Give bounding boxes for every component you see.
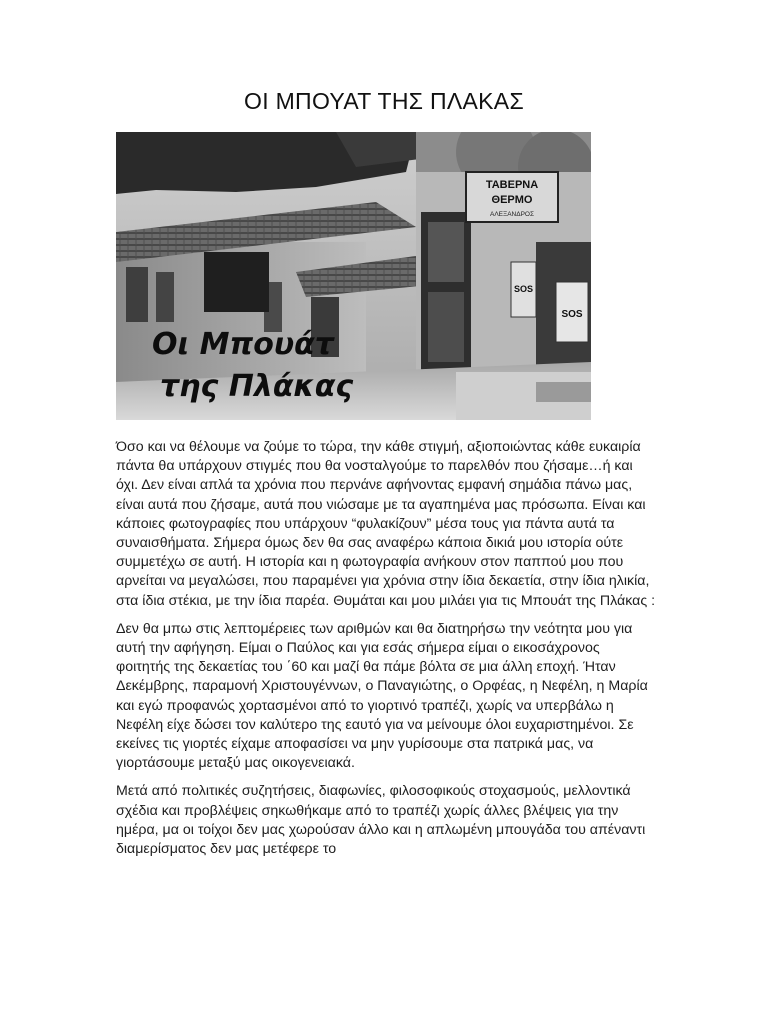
article-body [116,438,656,868]
sign-line-3: ΑΛΕΞΑΝΔΡΟΣ [489,211,535,218]
paragraph-2: Δεν θα μπω στις λεπτομέρειες των αριθμών και θα διατηρήσω την νεότητα μου για αυτή την αφήγηση. Είμαι ο Παύλος και για εσάς σήμερα είμαι ο εικοσάχρονος φοιτητής της δεκαετίας του ΄60 και μαζί θα πάμε βόλτα σε μια άλλη εποχή. Ήταν Δεκέμβρης, παραμονή Χριστουγέννων, ο Παναγιώτης, ο Ορφέας, η Νεφέλη, η Μαρία και εγώ προφανώς χορτασμένοι από το γιορτινό τραπέζι, χωρίς να υπερβάλω η Νεφέλη είχε δώσει τον καλύτερο της εαυτό για να μείνουμε όλοι ευχαριστημένοι. Σε εκείνες τις γιορτές είχαμε αποφασίσει να μην γυρίσουμε στα πατρικά μας, να γιορτάσουμε μεταξύ μας οικογενειακά. [116,620,648,772]
photo-illustration [116,132,591,420]
paragraph-1: Όσο και να θέλουμε να ζούμε το τώρα, την κάθε στιγμή, αξιοποιώντας κάθε ευκαιρία πάντα θα υπάρχουν στιγμές που θα νοσταλγούμε το παρελθόν που ζήσαμε…ή και όχι. Δεν είναι απλά τα χρόνια που περνάνε αφήνοντας εμφανή σημάδια πάνω μας, είναι αυτά που ζήσαμε, αυτά που νιώσαμε με τα αγαπημένα μας πρόσωπα. Είναι και κάποιες φωτογραφίες που υπάρχουν “φυλακίζουν” μέσα τους για πάντα αυτά τα συναισθήματα. Σήμερα όμως δεν θα σας αναφέρω κάποια δικιά μου ιστορία ούτε συμμετέχω σε αυτή. Η ιστορία και η φωτογραφία ανήκουν στον παππού μου που αρνείται να μεγαλώσει, που παραμένει για χρόνια στην ίδια δεκαετία, στην ίδια ηλικία, στα ίδια στέκια, με την ίδια παρέα. Θυμάται και μου μιλάει για τις Μπουάτ της Πλάκας : [116,439,656,609]
photo-overlay-line-1: Οι Μπουάτ [152,327,334,362]
paragraph-3: Μετά από πολιτικές συζητήσεις, διαφωνίες, φιλοσοφικούς στοχασμούς, μελλοντικά σχέδια και προβλέψεις σηκωθήκαμε από το τραπέζι χωρίς άλλες βλέψεις για την ημέρα, μα οι τοίχοι δεν μας χωρούσαν άλλο και η απλωμένη μπουγάδα του απέναντι διαμερίσματος δεν μας μετέφερε το [116,783,646,858]
poster-left: SOS [513,284,534,294]
photo-overlay-line-2: της Πλάκας [160,369,354,404]
plaka-street-photo [116,132,591,420]
page-title: ΟΙ ΜΠΟΥΑΤ ΤΗΣ ΠΛΑΚΑΣ [244,88,524,114]
sign-line-1: ΤΑΒΕΡΝΑ [485,179,539,191]
sign-line-2: ΘΕΡΜΟ [491,194,533,206]
poster-right: SOS [561,309,583,320]
